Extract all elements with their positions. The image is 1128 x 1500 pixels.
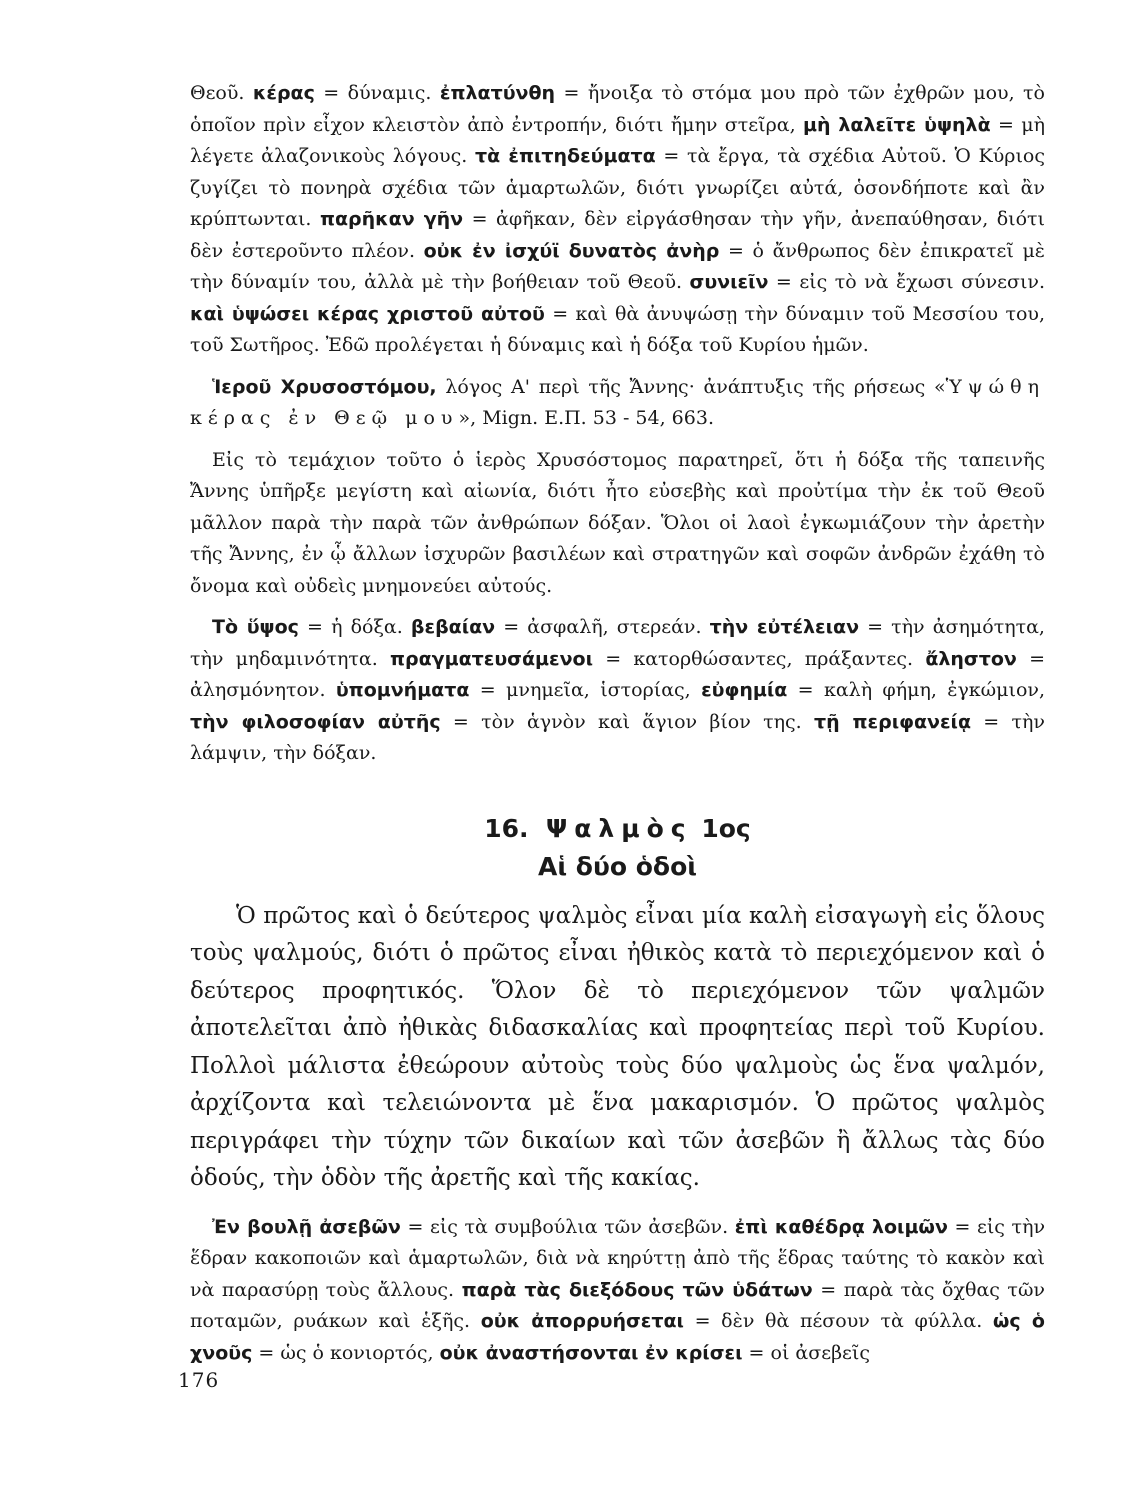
lemma: παρὰ τὰς διεξόδους τῶν ὑδάτων [461, 1278, 813, 1301]
text: = ἤνοιξα τὸ στόμα μου πρὸ τῶν ἐχθρῶν μου, τὸ ὁποῖον πρὶν εἶχον κλειστὸν ἀπὸ ἐντροπήν, διότι ἤμην στεῖρα, [190, 82, 1045, 136]
paragraph-commentary [190, 445, 1045, 603]
text: = εἰς τὴν ἕδραν κακοποιῶν καὶ ἁμαρτωλῶν, διὰ νὰ κηρύττῃ ἀπὸ τῆς ἕδρας ταύτης τὸ κακὸν καὶ νὰ παρασύρῃ τοὺς ἄλλους. [190, 1215, 1045, 1301]
section-number: 16. [484, 813, 529, 843]
lemma: εὐφημία [701, 679, 788, 701]
author: Ἱεροῦ Χρυσοστόμου, [212, 375, 437, 398]
paragraph-introduction [190, 898, 1045, 1198]
lemma: ἄληστον [925, 647, 1017, 670]
page-content [190, 78, 1045, 1369]
section-heading [190, 810, 1045, 848]
lemma: ὑπομνήματα [335, 679, 470, 701]
lemma: Τὸ ὕψος [212, 616, 299, 638]
lemma: καὶ ὑψώσει κέρας χριστοῦ αὐτοῦ [190, 302, 545, 325]
text: = οἱ ἀσεβεῖς [742, 1341, 870, 1364]
lemma: τὴν φιλοσοφίαν αὐτῆς [190, 710, 441, 733]
text: = ἡ δόξα. [298, 616, 411, 638]
text: = παρὰ τὰς ὄχθας τῶν ποταμῶν, ρυάκων καὶ ἑξῆς. [190, 1278, 1045, 1332]
text: = ἀφῆκαν, δὲν εἰργάσθησαν τὴν γῆν, ἀνεπαύθησαν, διότι δὲν ἐστεροῦντο πλέον. [190, 208, 1045, 262]
text: λόγος Α' περὶ τῆς Ἄννης· ἀνάπτυξις τῆς ρήσεως « [436, 375, 946, 398]
text: = μὴ λέγετε ἀλαζονικοὺς λόγους. [190, 113, 1045, 167]
text: Θεοῦ. [190, 82, 253, 104]
lemma: συνιεῖν [689, 271, 769, 293]
lemma: τὰ ἐπιτηδεύματα [474, 145, 656, 167]
paragraph-gloss-anna [190, 78, 1045, 362]
text: = δὲν θὰ πέσουν τὰ φύλλα. [683, 1310, 993, 1332]
text: = τὴν ἀσημότητα, τὴν μηδαμινότητα. [190, 616, 1045, 670]
text: = μνημεῖα, ἱστορίας, [469, 679, 702, 701]
section-subtitle: Αἱ δύο ὁδοὶ [538, 851, 697, 881]
lemma: ἐπλατύνθη [439, 82, 556, 104]
lemma: ἐπὶ καθέδρᾳ λοιμῶν [734, 1215, 948, 1238]
lemma: βεβαίαν [410, 616, 496, 638]
lemma: μὴ λαλεῖτε ὑψηλὰ [802, 113, 991, 136]
text: Ὁ πρῶτος καὶ ὁ δεύτερος ψαλμὸς εἶναι μία καλὴ εἰσαγωγὴ εἰς ὅλους τοὺς ψαλμούς, διότι ὁ πρῶτος εἶναι ἠθικὸς κατὰ τὸ περιεχόμενον καὶ ὁ δεύτερος προφητικός. Ὅλον δὲ τὸ περιεχόμενον τῶν ψαλμῶν ἀποτελεῖται ἀπὸ ἠθικὰς διδασκαλίας καὶ προφητείας περὶ τοῦ Κυρίου. Πολλοὶ μάλιστα ἐθεώρουν αὐτοὺς τοὺς δύο ψαλμοὺς ὡς ἕνα ψαλμόν, ἀρχίζοντα καὶ τελειώνοντα μὲ ἕνα μακαρισμόν. Ὁ πρῶτος ψαλμὸς περιγράφει τὴν τύχην τῶν δικαίων καὶ τῶν ἀσεβῶν ἢ ἄλλως τὰς δύο ὁδούς, τὴν ὁδὸν τῆς ἀρετῆς καὶ τῆς κακίας. [190, 902, 1045, 1191]
section-ordinal: 1ος [701, 813, 751, 843]
lemma: πραγματευσάμενοι [389, 647, 593, 670]
text: = ἀλησμόνητον. [190, 647, 1045, 701]
lemma: κέρας [252, 82, 315, 104]
lemma: παρῆκαν γῆν [319, 208, 464, 230]
text: = εἰς τὰ συμβούλια τῶν ἀσεβῶν. [400, 1215, 735, 1238]
paragraph-chrysostom-reference [190, 372, 1045, 435]
lemma: ὡς ὁ χνοῦς [190, 1310, 1045, 1364]
page-number: 176 [178, 1368, 220, 1392]
text: = καλὴ φήμη, ἐγκώμιον, [787, 679, 1045, 701]
text: = κατορθώσαντες, πράξαντες. [592, 647, 926, 670]
lemma: οὐκ ἐν ἰσχύϊ δυνατὸς ἀνὴρ [423, 239, 720, 262]
lemma: οὐκ ἀναστήσονται ἐν κρίσει [439, 1341, 743, 1364]
lemma: τῇ περιφανείᾳ [813, 710, 971, 733]
lemma: Ἐν βουλῇ ἀσεβῶν [212, 1215, 401, 1238]
text: = ἀσφαλῆ, στερεάν. [495, 616, 710, 638]
text: = τὸν ἁγνὸν καὶ ἅγιον βίον της. [440, 710, 814, 733]
section-title: Ψαλμὸς [545, 813, 693, 843]
text: = τὴν λάμψιν, τὴν δόξαν. [190, 710, 1045, 764]
quote: Ὑψώθη κέρας ἐν Θεῷ μου [190, 375, 1045, 429]
text: Εἰς τὸ τεμάχιον τοῦτο ὁ ἱερὸς Χρυσόστομος παρατηρεῖ, ὅτι ἡ δόξα τῆς ταπεινῆς Ἄννης ὑπῆρξε μεγίστη καὶ αἰωνία, διότι ἦτο εὐσεβὴς καὶ προὐτίμα τὴν ἐκ τοῦ Θεοῦ μᾶλλον παρὰ τὴν παρὰ τῶν ἀνθρώπων δόξαν. Ὅλοι οἱ λαοὶ ἐγκωμιάζουν τὴν ἀρετὴν τῆς Ἄννης, ἐν ᾧ ἄλλων ἰσχυρῶν βασιλέων καὶ στρατηγῶν καὶ σοφῶν ἀνδρῶν ἐχάθη τὸ ὄνομα καὶ οὐδεὶς μνημονεύει αὐτούς. [190, 448, 1045, 597]
lemma: τὴν εὐτέλειαν [709, 616, 860, 638]
text: = δύναμις. [314, 82, 440, 104]
text: = τὰ ἔργα, τὰ σχέδια Αὐτοῦ. Ὁ Κύριος ζυγίζει τὸ πονηρὰ σχέδια τῶν ἁμαρτωλῶν, διότι γνωρίζει αὐτά, ὁσονδήποτε καὶ ἂν κρύπτωνται. [190, 145, 1045, 230]
citation: », Mign. Ε.Π. 53 - 54, 663. [458, 407, 714, 429]
text: = ὁ ἄνθρωπος δὲν ἐπικρατεῖ μὲ τὴν δύναμίν του, ἀλλὰ μὲ τὴν βοήθειαν τοῦ Θεοῦ. [190, 239, 1045, 293]
text: = ὡς ὁ κονιορτός, [252, 1341, 440, 1364]
text: = καὶ θὰ ἀνυψώσῃ τὴν δύναμιν τοῦ Μεσσίου του, τοῦ Σωτῆρος. Ἐδῶ προλέγεται ἡ δύναμις καὶ ἡ δόξα τοῦ Κυρίου ἡμῶν. [190, 302, 1045, 356]
paragraph-gloss-psalm [190, 1212, 1045, 1370]
text: = εἰς τὸ νὰ ἔχωσι σύνεσιν. [768, 271, 1046, 293]
lemma: οὐκ ἀπορρυήσεται [480, 1310, 684, 1332]
paragraph-gloss-chrysostom [190, 612, 1045, 770]
